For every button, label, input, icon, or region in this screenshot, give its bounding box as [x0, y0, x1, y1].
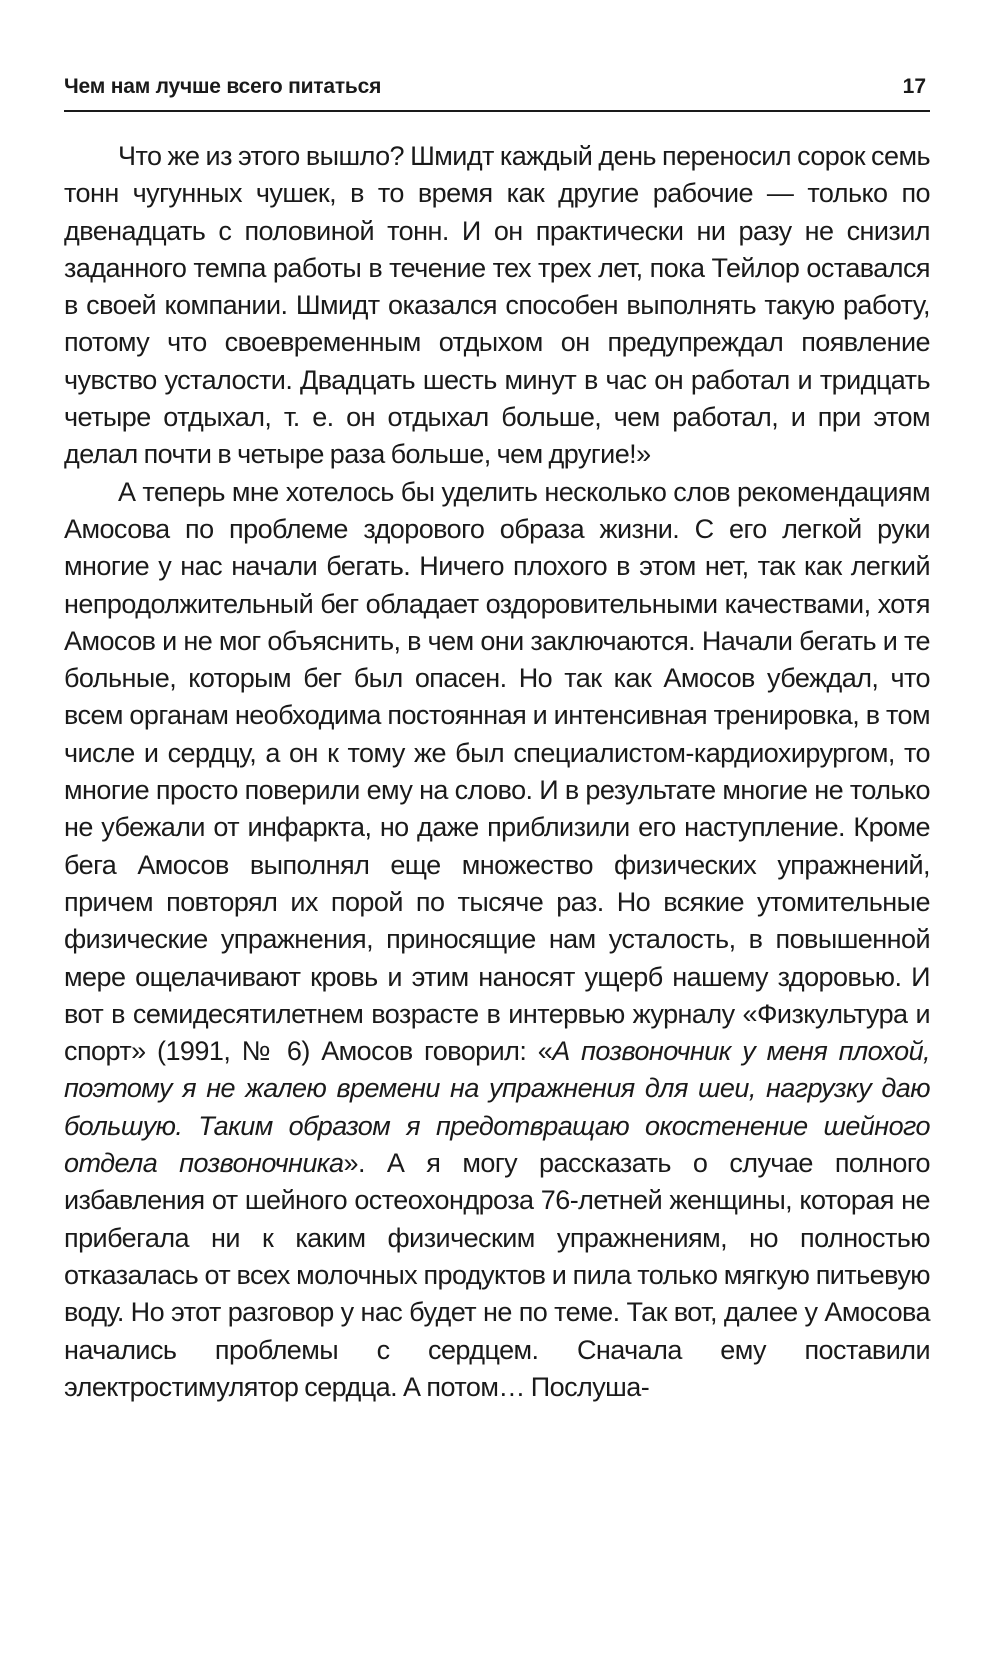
paragraph-2-text-after-quote: ». А я могу рассказать о случае полного избавления от шейного остеохондроза 76-летней женщины, которая не прибегала ни к каким физическим упражнениям, но полностью отказалась от всех молочных продуктов и пила только мягкую питьевую воду. Но этот разговор у нас будет не по теме. Так вот, далее у Амосова начались проблемы с сердцем. Сначала ему поставили электростимулятор сердца. А потом… Послуша-	[64, 1148, 930, 1402]
running-header	[64, 74, 930, 112]
amosov-quote: А позвоночник у меня плохой, поэтому я не жалею времени на упражнения для шеи, нагрузку даю большую. Таким образом я предотвращаю окостенение шейного отдела позвоночника	[64, 1036, 930, 1179]
paragraph-2	[64, 474, 930, 1406]
book-page	[64, 74, 930, 1406]
paragraph-1-text: Что же из этого вышло? Шмидт каждый день переносил сорок семь тонн чугунных чушек, в то время как другие рабочие — только по двенадцать с половиной тонн. И он практически ни разу не снизил заданного темпа работы в течение тех трех лет, пока Тейлор оставался в своей компании. Шмидт оказался способен выполнять такую работу, потому что своевременным отдыхом он предупреждал появление чувство усталости. Двадцать шесть минут в час он работал и тридцать четыре отдыхал, т. е. он отдыхал больше, чем работал, и при этом делал почти в четыре раза больше, чем другие!»	[64, 141, 930, 470]
running-title: Чем нам лучше всего питаться	[64, 75, 382, 98]
paragraph-1	[64, 138, 930, 474]
body-text	[64, 138, 930, 1406]
page-number: 17	[902, 75, 926, 98]
paragraph-2-text-before-quote: А теперь мне хотелось бы уделить несколько слов рекомендациям Амосова по проблеме здорового образа жизни. С его легкой руки многие у нас начали бегать. Ничего плохого в этом нет, так как легкий непродолжительный бег обладает оздоровительными качествами, хотя Амосов и не мог объяснить, в чем они заключаются. Начали бегать и те больные, которым бег был опасен. Но так как Амосов убеждал, что всем органам необходима постоянная и интенсивная тренировка, в том числе и сердцу, а он к тому же был специалистом-кардиохирургом, то многие просто поверили ему на слово. И в результате многие не только не убежали от инфаркта, но даже приблизили его наступление. Кроме бега Амосов выполнял еще множество физических упражнений, причем повторял их порой по тысяче раз. Но всякие утомительные физические упражнения, приносящие нам усталость, в повышенной мере ощелачивают кровь и этим наносят ущерб нашему здоровью. И вот в семидесятилетнем возрасте в интервью журналу «Физкультура и спорт» (1991, № 6) Амосов говорил: «	[64, 476, 930, 1067]
